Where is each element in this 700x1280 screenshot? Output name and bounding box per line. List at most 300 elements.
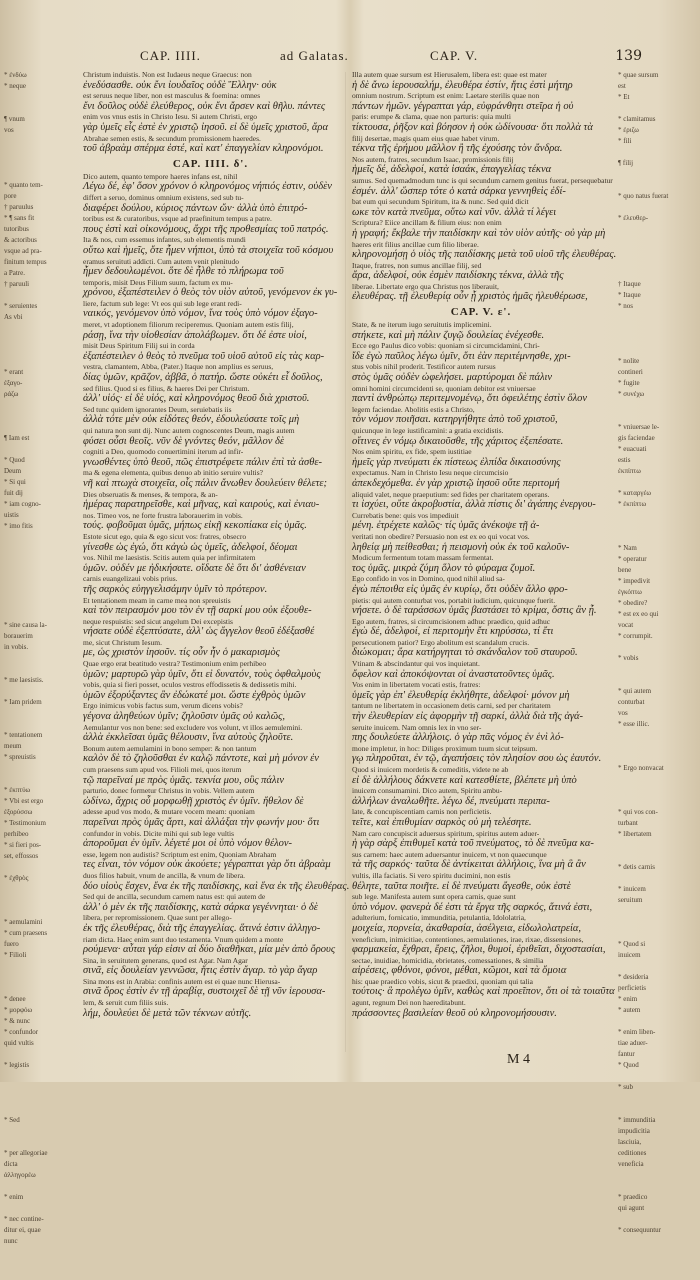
margin-note: tutoribus	[4, 225, 29, 233]
latin-gloss-line: bat eum qui secundum Spiritum, ita & nunc. Sed quid dicit	[352, 197, 529, 207]
greek-text-line: ἔνι δοῦλος οὐδὲ ἐλεύθερος, οὐκ ἔνι ἄρσεν καὶ θῆλυ. πάντες	[83, 100, 326, 112]
latin-gloss-line: Sina mons est in Arabia: confinis autem est ei quae nunc Hierusa-	[83, 976, 281, 986]
latin-gloss-line: libera, per repromissionem. Quae sunt per allego-	[83, 913, 232, 923]
latin-gloss-line: Itaque, fratres, non sumus ancillae filij, sed	[352, 260, 482, 270]
margin-note	[4, 169, 74, 180]
margin-note: qui agunt	[618, 1204, 645, 1212]
left-text-column	[83, 70, 350, 1060]
margin-note	[618, 521, 694, 532]
latin-gloss-line: enim vos vnus estis in Christo Iesu. Si autem Christi, ergo	[83, 112, 258, 122]
greek-text-line: σινᾶ, εἰς δουλείαν γεννῶσα, ἥτις ἐστὶν ἄγαρ. τὸ γὰρ ἄγαρ	[83, 965, 318, 977]
margin-note: ἐξορύσσω	[4, 808, 33, 816]
latin-gloss-line: seruite inuicem. Nam omnis lex in vno ser-	[352, 722, 482, 732]
margin-note: meum	[4, 742, 22, 750]
margin-note	[4, 598, 74, 609]
greek-text-line: γὰρ ὑμεῖς εἷς ἐστὲ ἐν χριστῷ ἰησοῦ. εἰ δὲ ὑμεῖς χριστοῦ, ἄρα	[83, 121, 328, 133]
margin-note	[4, 1104, 74, 1115]
latin-gloss-line: ma & egena elementa, quibus denuo ab initio seruire vultis?	[83, 468, 263, 478]
left-running-head-chapter: CAP. IIII.	[140, 48, 201, 63]
margin-note	[4, 1258, 74, 1269]
margin-note: * consequuntur	[618, 1226, 661, 1234]
latin-gloss-line: lem, & seruit cum filiis suis.	[83, 998, 169, 1008]
latin-gloss-line: Dies obseruatis & menses, & tempora, & an-	[83, 489, 218, 499]
margin-note: * inuicem	[618, 885, 646, 893]
chapter-heading: CAP. V. ε'.	[450, 306, 512, 319]
latin-gloss-line: me, sicut Christum Iesum.	[83, 637, 162, 647]
latin-gloss-line: legem faciendae. Abolitis estis a Christo,	[352, 404, 475, 414]
right-margin-notes	[618, 70, 694, 1280]
latin-gloss-line: adesse apud vos modo, & mutare vocem meam: quoniam	[83, 807, 255, 817]
latin-gloss-line: Ita & nos, cum essemus infantes, sub elementis mundi	[83, 235, 246, 245]
margin-note: * enim	[618, 995, 638, 1003]
margin-note: * Et	[618, 93, 630, 101]
margin-note	[618, 312, 694, 323]
margin-note	[4, 1247, 74, 1258]
margin-note: * me laesistis.	[4, 676, 44, 684]
latin-gloss-line: sus carnem: haec autem aduersantur inuicem, vt non quaecunque	[352, 849, 547, 859]
margin-note: * imo fitis	[4, 522, 33, 530]
margin-note: ditur ei, quae	[4, 1226, 41, 1234]
latin-gloss-line: filij desertae, magis quam eius quae habet virum.	[352, 133, 500, 143]
greek-text-line: τούτοις· ἃ προλέγω ὑμῖν, καθὼς καὶ προεῖπον, ὅτι οἱ τὰ τοιαῦτα	[352, 986, 615, 998]
margin-note	[4, 774, 74, 785]
margin-note: fuero	[4, 940, 19, 948]
greek-text-line: ὑμῶν ἐξορύξαντες ἂν ἐδώκατέ μοι. ὥστε ἐχθρὸς ὑμῶν	[83, 689, 306, 701]
greek-text-line: ὑπὸ νόμον. φανερὰ δέ ἐστι τὰ ἔργα τῆς σαρκός, ἅτινά ἐστι,	[352, 901, 593, 913]
margin-note: * sine causa la-	[4, 621, 47, 629]
greek-text-line: ἦμεν δεδουλωμένοι. ὅτε δὲ ἦλθε τὸ πλήρωμα τοῦ	[83, 266, 284, 278]
margin-note	[4, 158, 74, 169]
margin-note: * est ex eo qui	[618, 610, 659, 618]
latin-gloss-line: Vos enim in libertatem vocati estis, fratres:	[352, 680, 481, 690]
margin-note: * fili	[618, 137, 632, 145]
margin-note	[4, 708, 74, 719]
margin-note: a Patre.	[4, 269, 25, 277]
margin-note: nunc	[4, 1237, 18, 1245]
margin-note: * detis carnis	[618, 863, 655, 871]
greek-text-line: τοῦ ἀβραὰμ σπέρμα ἐστέ, καὶ κατ' ἐπαγγελίαν κληρονόμοι.	[83, 143, 324, 155]
latin-gloss-line: vobis, quia si fieri posset, oculos vestros effodissetis & dedissetis mihi.	[83, 680, 297, 690]
latin-gloss-line: late, & concupiscentiam carnis non perficietis.	[352, 807, 492, 817]
margin-note: vos	[618, 709, 628, 717]
margin-note: * immunditia	[618, 1116, 656, 1124]
margin-note	[4, 136, 74, 147]
margin-note	[4, 147, 74, 158]
margin-note: * enim	[4, 1193, 24, 1201]
latin-gloss-line: Illa autem quae sursum est Hierusalem, libera est: quae est mater	[352, 70, 547, 79]
margin-note: * quo natus fuerat	[618, 192, 669, 200]
greek-text-line: ὄφελον καὶ ἀποκόψονται οἱ ἀναστατοῦντες ὑμᾶς.	[352, 668, 555, 680]
greek-text-line: πους ἐστὶ καὶ οἰκονόμους, ἄχρι τῆς προθεσμίας τοῦ πατρός.	[83, 223, 329, 235]
margin-note: * ἐλευθερ-	[618, 214, 649, 222]
margin-note: * Itaque	[618, 291, 641, 299]
margin-note: * Quod	[4, 456, 25, 464]
latin-gloss-line: Ego confido in vos in Domino, quod nihil aliud sa-	[352, 574, 505, 584]
margin-note	[618, 642, 694, 653]
greek-text-line: με, ὡς χριστὸν ἰησοῦν. τίς οὖν ἦν ὁ μακαρισμὸς	[83, 647, 280, 659]
latin-gloss-line: esse, legem non audistis? Scriptum est enim, Quoniam Abraham	[83, 849, 277, 859]
margin-note: * quae sursum	[618, 71, 659, 79]
margin-note: * desideria	[618, 973, 649, 981]
margin-note: turbant	[618, 819, 638, 827]
latin-gloss-line: sumus. Sed quemadmodum tunc is qui secundum carnem genitus fuerat, persequebatur	[352, 175, 613, 185]
latin-gloss-line: Estote sicut ego, quia & ego sicut vos: fratres, obsecro	[83, 531, 247, 541]
greek-text-line: γέγονα ἀληθεύων ὑμῖν; ζηλοῦσιν ὑμᾶς οὐ καλῶς,	[83, 711, 286, 723]
running-head-title: ad Galatas.	[280, 48, 349, 63]
margin-note: * Iam pridem	[4, 698, 42, 706]
margin-note	[618, 928, 694, 939]
margin-note	[4, 609, 74, 620]
greek-text-line: θέλητε, ταῦτα ποιῆτε. εἰ δὲ πνεύματι ἄγεσθε, οὐκ ἐστὲ	[352, 880, 571, 892]
greek-text-line: τῆς σαρκὸς εὐηγγελισάμην ὑμῖν τὸ πρότερον.	[83, 583, 268, 595]
margin-note	[618, 103, 694, 114]
latin-gloss-line: Scriptura? Eiice ancillam & filium eius: non enim	[352, 218, 502, 228]
margin-note	[4, 422, 74, 433]
page-number: 139	[615, 48, 642, 64]
margin-note	[4, 103, 74, 114]
margin-note: ἐξαγο-	[4, 379, 23, 387]
right-running-head-chapter: CAP. V.	[430, 48, 479, 63]
greek-text-line: τος ὑμᾶς. μικρὰ ζύμη ὅλον τὸ φύραμα ζυμοῖ.	[352, 562, 536, 574]
greek-text-line: δίας ὑμῶν, κρᾶζον, ἀββᾶ, ὁ πατήρ. ὥστε οὐκέτι εἶ δοῦλος,	[83, 372, 323, 384]
margin-note	[4, 576, 74, 587]
latin-gloss-line: aliquid valet, neque praeputium: sed fides per charitatem operans.	[352, 489, 550, 499]
margin-note: * confundor	[4, 1028, 39, 1036]
margin-note: * nec contine-	[4, 1215, 44, 1223]
greek-text-line: ἀλλ' ὁ μὲν ἐκ τῆς παιδίσκης, κατὰ σάρκα γεγέννηται· ὁ δὲ	[83, 901, 318, 913]
latin-gloss-line: Nos enim spiritu, ex fide, spem iustitiae	[352, 447, 472, 457]
margin-note	[618, 675, 694, 686]
margin-note: dicta	[4, 1160, 18, 1168]
margin-note: * impedivit	[618, 577, 651, 585]
greek-text-line: ράσῃ, ἵνα τὴν υἱοθεσίαν ἀπολάβωμεν. ὅτι δέ ἐστε υἱοί,	[83, 329, 307, 341]
margin-note: * Quod si	[618, 940, 646, 948]
margin-note: fuit dij	[4, 489, 23, 497]
margin-note	[618, 169, 694, 180]
margin-note	[4, 356, 74, 367]
greek-text-line: πάντων ἡμῶν. γέγραπται γάρ, εὐφράνθητι στεῖρα ἡ οὐ	[352, 100, 574, 112]
margin-note: in vobis.	[4, 643, 29, 651]
greek-text-line: οἵτινες ἐν νόμῳ δικαιοῦσθε, τῆς χάριτος ἐξεπέσατε.	[352, 435, 564, 447]
margin-note	[4, 400, 74, 411]
latin-gloss-line: persecutionem patior? Ergo abolitum est scandalum crucis.	[352, 637, 530, 647]
greek-text-line: τῷ παρεῖναί με πρὸς ὑμᾶς. τεκνία μου, οὓς πάλιν	[83, 774, 285, 786]
greek-text-line: ἐξαπέστειλεν ὁ θεὸς τὸ πνεῦμα τοῦ υἱοῦ αὐτοῦ εἰς τὰς καρ-	[83, 350, 325, 362]
greek-text-line: ἴδε ἐγὼ παῦλος λέγω ὑμῖν, ὅτι ἐὰν περιτέμνησθε, χρι-	[352, 350, 571, 362]
margin-note: * vobis	[618, 654, 639, 662]
margin-note: ἐκπίπτω	[618, 467, 641, 475]
margin-note	[618, 400, 694, 411]
greek-text-line: οὕτω καὶ ἡμεῖς, ὅτε ἦμεν νήπιοι, ὑπὸ τὰ στοιχεῖα τοῦ κόσμου	[83, 244, 334, 256]
margin-note	[4, 983, 74, 994]
margin-note	[618, 246, 694, 257]
latin-gloss-line: Nos autem, fratres, secundum Isaac, promissionis filij	[352, 154, 514, 164]
greek-text-line: δύο υἱοὺς ἔσχεν, ἕνα ἐκ τῆς παιδίσκης, καὶ ἕνα ἐκ τῆς ἐλευθέρας.	[83, 880, 350, 892]
chapter-heading: CAP. IIII. δ'.	[172, 157, 249, 170]
latin-gloss-line: expectamus. Nam in Christo Iesu neque circumcisio	[352, 468, 509, 478]
margin-note	[618, 1016, 694, 1027]
latin-gloss-line: pietis: qui autem conturbat vos, portabit iudicium, quicunque fuerit.	[352, 595, 556, 605]
greek-text-line: φαρμακεία, ἔχθραι, ἔρεις, ζῆλοι, θυμοί, ἐριθεῖαι, διχοστασίαι,	[352, 944, 606, 956]
margin-note	[4, 1049, 74, 1060]
margin-note	[4, 1082, 74, 1093]
margin-note	[4, 1203, 74, 1214]
margin-note	[618, 1170, 694, 1181]
latin-gloss-line: Ergo inimicus vobis factus sum, verum dicens vobis?	[83, 701, 243, 711]
greek-text-line: πης δουλεύετε ἀλλήλοις. ὁ γὰρ πᾶς νόμος ἐν ἑνὶ λό-	[352, 732, 564, 744]
latin-gloss-line: est seruus neque liber, non est masculus & foemina: omnes	[83, 91, 261, 101]
latin-gloss-line: inuicem consumamini. Dico autem, Spiritu ambu-	[352, 786, 503, 796]
greek-text-line: ἡμεῖς δέ, ἀδελφοί, κατὰ ἰσαάκ, ἐπαγγελίας τέκνα	[352, 164, 552, 176]
margin-note	[618, 334, 694, 345]
latin-gloss-line: qui natura non sunt dij. Nunc autem cognoscentes Deum, magis autem	[83, 426, 295, 435]
greek-text-line: ωκε τὸν κατὰ πνεῦμα, οὕτω καὶ νῦν. ἀλλὰ τί λέγει	[352, 206, 557, 218]
margin-note	[4, 1269, 74, 1280]
latin-gloss-line: mone impletur, in hoc: Diliges proximum tuum sicut teipsum.	[352, 743, 538, 753]
margin-note: bene	[618, 566, 632, 574]
margin-note: † Itaque	[618, 280, 641, 288]
margin-note: fantur	[618, 1050, 635, 1058]
margin-note	[4, 323, 74, 334]
greek-text-line: ἀλλ' υἱός· εἰ δὲ υἱός, καὶ κληρονόμος θεοῦ διὰ χριστοῦ.	[83, 393, 310, 405]
margin-note	[618, 1093, 694, 1104]
latin-gloss-line: adulterium, fornicatio, immunditia, petulantia, Idololatria,	[352, 913, 526, 923]
greek-text-line: ἡμεῖς γὰρ πνεύματι ἐκ πίστεως ἐλπίδα δικαιοσύνης	[352, 456, 561, 468]
greek-text-line: μένη. ἐτρέχετε καλῶς· τίς ὑμᾶς ἀνέκοψε τῇ ἀ-	[352, 520, 540, 532]
margin-note: * & nunc	[4, 1017, 31, 1025]
margin-note: * quanto tem-	[4, 181, 43, 189]
margin-note	[618, 664, 694, 675]
margin-note	[4, 763, 74, 774]
greek-text-line: νῆ καὶ πτωχὰ στοιχεῖα, οἷς πάλιν ἄνωθεν δουλεύειν θέλετε;	[83, 477, 328, 489]
greek-text-line: τούς. φοβοῦμαι ὑμᾶς, μήπως εἰκῇ κεκοπίακα εἰς ὑμᾶς.	[83, 520, 307, 532]
margin-note: perficietis	[618, 984, 646, 992]
margin-note: gis faciendae	[618, 434, 655, 442]
margin-note: ράζω	[4, 390, 19, 398]
greek-text-line: διώκομαι; ἄρα κατήργηται τὸ σκάνδαλον τοῦ σταυροῦ.	[352, 647, 578, 659]
margin-note: * καταργέω	[618, 489, 651, 497]
margin-note: * spreuistis	[4, 753, 36, 761]
margin-note: * συνέχω	[618, 390, 645, 398]
greek-text-line: ἀπεκδεχόμεθα. ἐν γὰρ χριστῷ ἰησοῦ οὔτε περιτομή	[352, 477, 560, 489]
latin-gloss-line: his: quae praedico vobis, sicut & praedixi, quoniam qui talia	[352, 976, 533, 986]
margin-note	[618, 147, 694, 158]
margin-note: * denee	[4, 995, 26, 1003]
margin-note	[618, 796, 694, 807]
margin-note: lasciuia,	[618, 1138, 642, 1146]
latin-gloss-line: liere, factum sub lege: Vt eos qui sub lege erant redi-	[83, 298, 242, 308]
greek-text-line: τι ἰσχύει, οὔτε ἀκροβυστία, ἀλλὰ πίστις δι' ἀγάπης ἐνεργου-	[352, 499, 596, 511]
margin-note	[618, 1214, 694, 1225]
margin-note	[618, 752, 694, 763]
margin-note: * qui autem	[618, 687, 652, 695]
latin-gloss-line: differt a seruo, dominus omnium existens, sed sub tu-	[83, 192, 244, 202]
greek-text-line: διαφέρει δούλου, κύριος πάντων ὤν· ἀλλὰ ὑπὸ ἐπιτρό-	[83, 202, 308, 214]
left-margin-notes	[4, 70, 74, 1280]
margin-note: * praedico	[618, 1193, 648, 1201]
latin-gloss-line: parturio, donec formetur Christus in vobis. Vellem autem	[83, 786, 255, 796]
margin-note: perhibeo	[4, 830, 29, 838]
margin-note	[618, 202, 694, 213]
latin-gloss-line: sectae, inuidiae, homicidia, ebrietates, comessationes, & similia	[352, 955, 544, 965]
margin-note: † paruuli	[4, 280, 30, 288]
margin-note: set, effossos	[4, 852, 39, 860]
latin-gloss-line: misit Deus Spiritum Filij sui in corda	[83, 341, 195, 351]
margin-note	[618, 1071, 694, 1082]
latin-gloss-line: veneficium, inimicitiae, contentiones, aemulationes, irae, rixae, dissensiones,	[352, 934, 584, 944]
margin-note: ceditiones	[618, 1149, 647, 1157]
latin-gloss-line: Sina, in seruitutem generans, quod est Agar. Nam Agar	[83, 955, 248, 965]
margin-note: * qui vos con-	[618, 808, 658, 816]
margin-note: & actoribus	[4, 236, 37, 244]
greek-text-line: στήκετε, καὶ μὴ πάλιν ζυγῷ δουλείας ἐνέχεσθε.	[352, 329, 545, 341]
margin-note	[4, 411, 74, 422]
greek-text-line: τίκτουσα, ῥῆξον καὶ βόησον ἡ οὐκ ὠδίνουσα· ὅτι πολλὰ τὰ	[352, 121, 593, 133]
margin-note: * esse illic.	[618, 720, 650, 728]
latin-gloss-line: sed filius. Quod si es filius, & haeres Dei per Christum.	[83, 383, 250, 393]
right-text-column	[352, 70, 617, 1060]
margin-note: * clamitamus	[618, 115, 656, 123]
latin-gloss-line: omnium nostrum. Scriptum est enim: Laetare sterilis quae non	[352, 91, 540, 101]
margin-note: * erant	[4, 368, 24, 376]
margin-note	[4, 884, 74, 895]
signature-mark: M 4	[507, 1052, 530, 1067]
greek-text-line: σινᾶ ὄρος ἐστὶν ἐν τῇ ἀραβίᾳ, συστοιχεῖ δὲ τῇ νῦν ἱερουσα-	[83, 986, 326, 998]
latin-gloss-line: veritati non obedire? Persuasio non est ex eo qui vocat vos.	[352, 531, 530, 541]
margin-note	[4, 587, 74, 598]
margin-note	[618, 235, 694, 246]
latin-gloss-line: Dico autem, quanto tempore haeres infans est, nihil	[83, 171, 238, 181]
greek-text-line: πράσσοντες βασιλείαν θεοῦ οὐ κληρονομήσουσιν.	[352, 1007, 557, 1019]
margin-note: ¶ vnum	[4, 115, 25, 123]
margin-note	[618, 1258, 694, 1269]
margin-note	[4, 686, 74, 697]
margin-note: est	[618, 82, 626, 90]
latin-gloss-line: Abrahae semen estis, & secundum promissionem haeredes.	[83, 133, 261, 143]
margin-note	[4, 444, 74, 455]
margin-note	[618, 906, 694, 917]
margin-note: As vbi	[4, 313, 23, 321]
latin-gloss-line: agunt, regnum Dei non haereditabunt.	[352, 998, 466, 1008]
margin-note: tiae aduer-	[618, 1039, 648, 1047]
margin-note	[4, 862, 74, 873]
margin-note: * ¶ sans fit	[4, 214, 35, 222]
greek-text-line: ἡ γὰρ σὰρξ ἐπιθυμεῖ κατὰ τοῦ πνεύματος, τὸ δὲ πνεῦμα κα-	[352, 838, 594, 850]
margin-note	[618, 1247, 694, 1258]
greek-text-line: ἀλλὰ τότε μὲν οὐκ εἰδότες θεόν, ἐδουλεύσατε τοῖς μὴ	[83, 414, 300, 426]
margin-note: * Testimonium	[4, 819, 46, 827]
margin-note	[4, 1126, 74, 1137]
margin-note	[4, 1071, 74, 1082]
latin-gloss-line: duos filios habuit, vnum de ancilla, & vnum de libera.	[83, 870, 246, 880]
margin-note: vsque ad pra-	[4, 247, 42, 255]
greek-text-line: ὠδίνω, ἄχρις οὗ μορφωθῇ χριστὸς ἐν ὑμῖν. ἤθελον δὲ	[83, 795, 304, 807]
margin-note	[618, 1236, 694, 1247]
margin-note	[618, 180, 694, 191]
greek-text-line: ρούμενα· αὗται γάρ εἰσιν αἱ δύο διαθῆκαι, μία μὲν ἀπὸ ὄρους	[83, 944, 336, 956]
margin-note: * Filioli	[4, 951, 27, 959]
greek-text-line: ὑμῶν; μαρτυρῶ γὰρ ὑμῖν, ὅτι εἰ δυνατόν, τοὺς ὀφθαλμοὺς	[83, 668, 321, 680]
greek-text-line: νήσετε. ὁ δὲ ταράσσων ὑμᾶς βαστάσει τὸ κρίμα, ὅστις ἂν ᾖ.	[352, 605, 597, 617]
margin-note	[618, 510, 694, 521]
margin-note	[618, 268, 694, 279]
margin-note	[618, 323, 694, 334]
margin-note: * operatur	[618, 555, 647, 563]
margin-note: * vniuersae le-	[618, 423, 660, 431]
margin-note	[618, 345, 694, 356]
margin-note: inuicem	[618, 951, 641, 959]
greek-text-line: παρεῖναι πρὸς ὑμᾶς ἄρτι, καὶ ἀλλάξαι τὴν φωνήν μου· ὅτι	[83, 816, 320, 828]
margin-note: * enim liben-	[618, 1028, 656, 1036]
margin-note	[4, 345, 74, 356]
greek-text-line: παντὶ ἀνθρώπῳ περιτεμνομένῳ, ὅτι ὀφειλέτης ἐστὶν ὅλον	[352, 393, 588, 405]
greek-text-line: γίνεσθε ὡς ἐγώ, ὅτι κἀγὼ ὡς ὑμεῖς, ἀδελφοί, δέομαι	[83, 541, 298, 553]
margin-note	[618, 851, 694, 862]
margin-note: * Nam	[618, 544, 637, 552]
margin-note: * per allegoriae	[4, 1149, 48, 1157]
greek-text-line: λήμ, δουλεύει δὲ μετὰ τῶν τέκνων αὐτῆς.	[83, 1007, 252, 1019]
greek-text-line: ἀποροῦμαι ἐν ὑμῖν. λέγετέ μοι οἱ ὑπὸ νόμον θέλον-	[83, 838, 293, 850]
margin-note: * iam cogno-	[4, 500, 41, 508]
latin-gloss-line: Aemulantur vos non bene: sed excludere vos volunt, vt illos aemulemini.	[83, 722, 303, 732]
margin-note: Deum	[4, 467, 22, 475]
greek-text-line: τὴν ἐλευθερίαν εἰς ἀφορμὴν τῇ σαρκί, ἀλλὰ διὰ τῆς ἀγά-	[352, 711, 583, 723]
margin-note	[618, 532, 694, 543]
margin-note: * sub	[618, 1083, 633, 1091]
margin-note	[618, 411, 694, 422]
margin-note	[4, 565, 74, 576]
greek-text-line: μοιχεία, πορνεία, ἀκαθαρσία, ἀσέλγεια, εἰδωλολατρεία,	[352, 922, 582, 934]
margin-note: * legistis	[4, 1061, 30, 1069]
margin-note: finitum tempus	[4, 258, 47, 266]
margin-note: † paruulus	[4, 203, 34, 211]
margin-note	[4, 906, 74, 917]
latin-gloss-line: State, & ne iterum iugo seruitutis implicemini.	[352, 320, 492, 330]
margin-note	[618, 873, 694, 884]
latin-gloss-line: vestra, clamantem, Abba, (Pater.) Itaque non amplius es seruus,	[83, 362, 274, 372]
margin-note: * ἐνδύω	[4, 71, 27, 79]
margin-note: * tentationem	[4, 731, 43, 739]
margin-note: seruitum	[618, 896, 643, 904]
margin-note: * fugite	[618, 379, 640, 387]
greek-text-line: ἀλλήλων ἀναλωθῆτε. λέγω δέ, πνεύματι περιπα-	[352, 795, 550, 807]
margin-note	[4, 554, 74, 565]
latin-gloss-line: meret, vt adoptionem filiorum reciperemus. Quoniam autem estis filij,	[83, 320, 294, 330]
greek-text-line: ἄρα, ἀδελφοί, οὐκ ἐσμὲν παιδίσκης τέκνα, ἀλλὰ τῆς	[352, 270, 564, 282]
margin-note: * nolite	[618, 357, 640, 365]
margin-note: * aemulamini	[4, 918, 43, 926]
latin-gloss-line: Ego autem, fratres, si circumcisionem adhuc praedico, quid adhuc	[352, 616, 551, 626]
latin-gloss-line: Sed qui de ancilla, secundum carnem natus est: qui autem de	[83, 892, 266, 902]
margin-note	[618, 257, 694, 268]
margin-note	[618, 840, 694, 851]
margin-note: quid vultis	[4, 1039, 34, 1047]
latin-gloss-line: nos. Timeo vos, ne forte frustra laborauerim in vobis.	[83, 510, 243, 520]
margin-note: * ἐκπτύω	[4, 786, 31, 794]
margin-note: * si fieri pos-	[4, 841, 42, 849]
margin-note: * Vbi est ergo	[4, 797, 44, 805]
margin-note: * ἐκπίπτω	[618, 500, 647, 508]
margin-note	[4, 92, 74, 103]
greek-text-line: ἐγὼ δέ, ἀδελφοί, εἰ περιτομὴν ἔτι κηρύσσω, τί ἔτι	[352, 626, 554, 638]
margin-note	[618, 477, 694, 488]
greek-text-line: ὑμεῖς γὰρ ἐπ' ἐλευθερίᾳ ἐκλήθητε, ἀδελφοί· μόνον μὴ	[352, 689, 570, 701]
latin-gloss-line: sub lege. Manifesta autem sunt opera carnis, quae sunt	[352, 892, 516, 902]
margin-note: * ἐχθρὸς	[4, 874, 29, 882]
greek-text-line: ἡ δὲ ἄνω ἱερουσαλήμ, ἐλευθέρα ἐστίν, ἥτις ἐστὶ μήτηρ	[352, 79, 573, 91]
margin-note: * obedire?	[618, 599, 648, 607]
margin-note	[4, 1137, 74, 1148]
